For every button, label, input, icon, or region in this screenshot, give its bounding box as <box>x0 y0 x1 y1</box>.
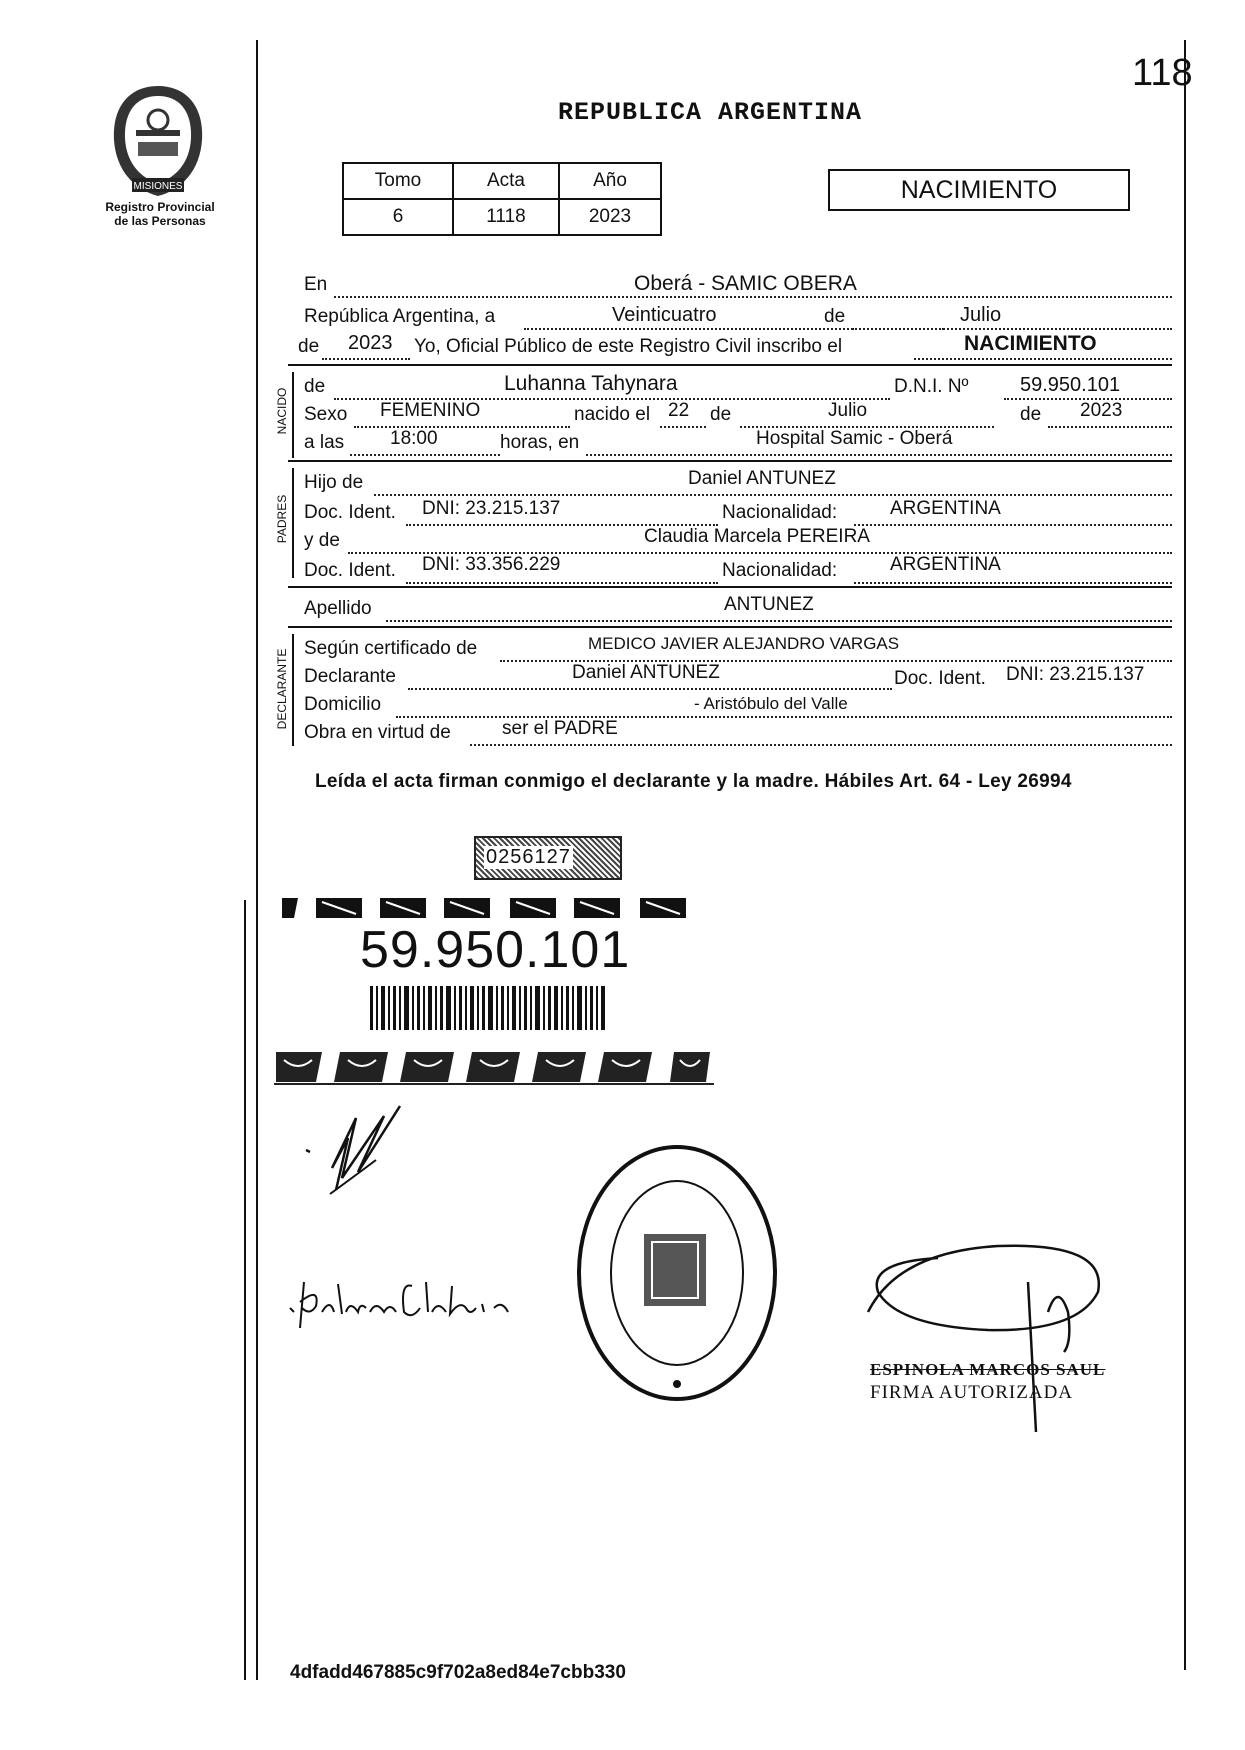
nacido-el-label: nacido el <box>574 404 651 425</box>
nacido-de-label3: de <box>1020 404 1042 425</box>
row-domicilio <box>304 692 1172 720</box>
declarante-label: Declarante <box>304 666 396 687</box>
row-nacido-hora <box>304 430 1172 458</box>
dni-large-print: 59.950.101 <box>360 921 631 979</box>
nacido-side-label: NACIDO <box>275 387 289 435</box>
sexo-value: FEMENINO <box>380 400 481 421</box>
birth-place: Hospital Samic - Oberá <box>756 428 953 449</box>
mother-nac-label: Nacionalidad: <box>722 560 838 581</box>
row-nacido-sexo <box>304 402 1172 430</box>
mother-name: Claudia Marcela PEREIRA <box>644 526 870 547</box>
de2-label: de <box>298 336 320 357</box>
child-name: Luhanna Tahynara <box>504 372 678 395</box>
declarante-doc-label: Doc. Ident. <box>894 668 986 689</box>
row-y-de <box>304 528 1172 556</box>
left-margin-line <box>256 40 258 1680</box>
padres-side-label: PADRES <box>275 494 289 544</box>
round-registry-seal <box>572 1138 782 1413</box>
declarant-signature <box>296 1098 416 1213</box>
en-label: En <box>304 274 328 295</box>
mother-doc-label: Doc. Ident. <box>304 560 396 581</box>
register-table <box>342 162 662 236</box>
row-nacido-name <box>304 374 1172 402</box>
row-en <box>304 272 1172 300</box>
declarante-value: Daniel ANTUNEZ <box>572 662 720 683</box>
acta-header: Acta <box>453 163 559 199</box>
page-number: 118 <box>1132 52 1193 94</box>
row-certificado <box>304 636 1172 664</box>
father-nationality: ARGENTINA <box>890 498 1001 519</box>
domicilio-label: Domicilio <box>304 694 382 715</box>
mother-doc: DNI: 33.356.229 <box>422 554 561 575</box>
republica-label: República Argentina, a <box>304 306 496 327</box>
obra-label: Obra en virtud de <box>304 722 451 743</box>
mother-nationality: ARGENTINA <box>890 554 1001 575</box>
closing-note: Leída el acta firman conmigo el declarante y la madre. Hábiles Art. 64 - Ley 26994 <box>315 771 1072 792</box>
authority-stamp <box>870 1360 1105 1404</box>
tomo-value: 6 <box>343 199 453 235</box>
nacido-de-label2: de <box>710 404 732 425</box>
inscribo-text: Yo, Oficial Público de este Registro Civil inscribo el <box>414 336 843 357</box>
birth-day: 22 <box>668 400 690 421</box>
year: 2023 <box>348 332 393 354</box>
left-margin-line-lower <box>244 900 246 1680</box>
certificado-label: Según certificado de <box>304 638 478 659</box>
document-type-box: NACIMIENTO <box>828 169 1130 211</box>
row-inscribo <box>298 332 1172 362</box>
security-strip-bottom <box>274 1050 730 1091</box>
row-republica <box>304 304 1172 332</box>
authority-name: ESPINOLA MARCOS SAUL <box>870 1360 1106 1379</box>
seal-caption-line1: Registro Provincial <box>105 200 215 214</box>
authority-signature <box>858 1222 1118 1447</box>
anio-header: Año <box>559 163 661 199</box>
nacido-de-label: de <box>304 376 326 397</box>
dni-label: D.N.I. Nº <box>894 376 969 397</box>
hijo-de-label: Hijo de <box>304 472 364 493</box>
a-las-label: a las <box>304 432 345 453</box>
child-dni: 59.950.101 <box>1020 374 1121 396</box>
row-obra <box>304 720 1172 748</box>
seal-caption-line2: de las Personas <box>114 214 206 228</box>
month: Julio <box>960 304 1002 326</box>
horas-label: horas, en <box>500 432 580 453</box>
authority-title: FIRMA AUTORIZADA <box>870 1382 1074 1403</box>
inscribo-value: NACIMIENTO <box>964 332 1097 355</box>
divider-padres <box>288 460 1172 462</box>
right-margin-line <box>1184 40 1186 1670</box>
barcode <box>370 986 610 1035</box>
row-father-doc <box>304 500 1172 528</box>
row-apellido <box>304 596 1172 624</box>
document-hash: 4dfadd467885c9f702a8ed84e7cbb330 <box>290 1662 626 1683</box>
apellido-label: Apellido <box>304 598 372 619</box>
obra-value: ser el PADRE <box>502 718 618 739</box>
father-doc-label: Doc. Ident. <box>304 502 396 523</box>
certificado-value: MEDICO JAVIER ALEJANDRO VARGAS <box>588 634 900 653</box>
father-nac-label: Nacionalidad: <box>722 502 838 523</box>
row-hijo-de <box>304 470 1172 498</box>
en-value: Oberá - SAMIC OBERA <box>634 272 857 295</box>
declarante-doc: DNI: 23.215.137 <box>1006 664 1145 685</box>
anio-value: 2023 <box>559 199 661 235</box>
divider-declarante <box>288 626 1172 628</box>
country-title: REPUBLICA ARGENTINA <box>557 98 863 127</box>
security-serial: 0256127 <box>486 846 571 868</box>
birth-year: 2023 <box>1080 400 1123 421</box>
apellido-value: ANTUNEZ <box>724 594 814 615</box>
birth-time: 18:00 <box>390 428 438 449</box>
father-name: Daniel ANTUNEZ <box>688 468 836 489</box>
row-mother-doc <box>304 554 1172 586</box>
svg-text:MISIONES: MISIONES <box>133 181 183 192</box>
y-de-label: y de <box>304 530 340 551</box>
father-doc: DNI: 23.215.137 <box>422 498 561 519</box>
divider-apellido <box>288 586 1172 588</box>
de-label: de <box>824 306 846 327</box>
provincial-seal-logo <box>108 82 208 205</box>
birth-month: Julio <box>828 400 868 421</box>
domicilio-value: - Aristóbulo del Valle <box>694 694 848 713</box>
tomo-header: Tomo <box>343 163 453 199</box>
mother-signature <box>280 1272 570 1337</box>
declarante-side-label: DECLARANTE <box>275 648 289 730</box>
security-serial-stamp <box>474 836 622 880</box>
acta-value: 1118 <box>453 199 559 235</box>
divider-nacido <box>288 364 1172 366</box>
seal-caption <box>85 200 235 228</box>
day-words: Veinticuatro <box>612 304 717 326</box>
sexo-label: Sexo <box>304 404 348 425</box>
row-declarante <box>304 664 1172 692</box>
